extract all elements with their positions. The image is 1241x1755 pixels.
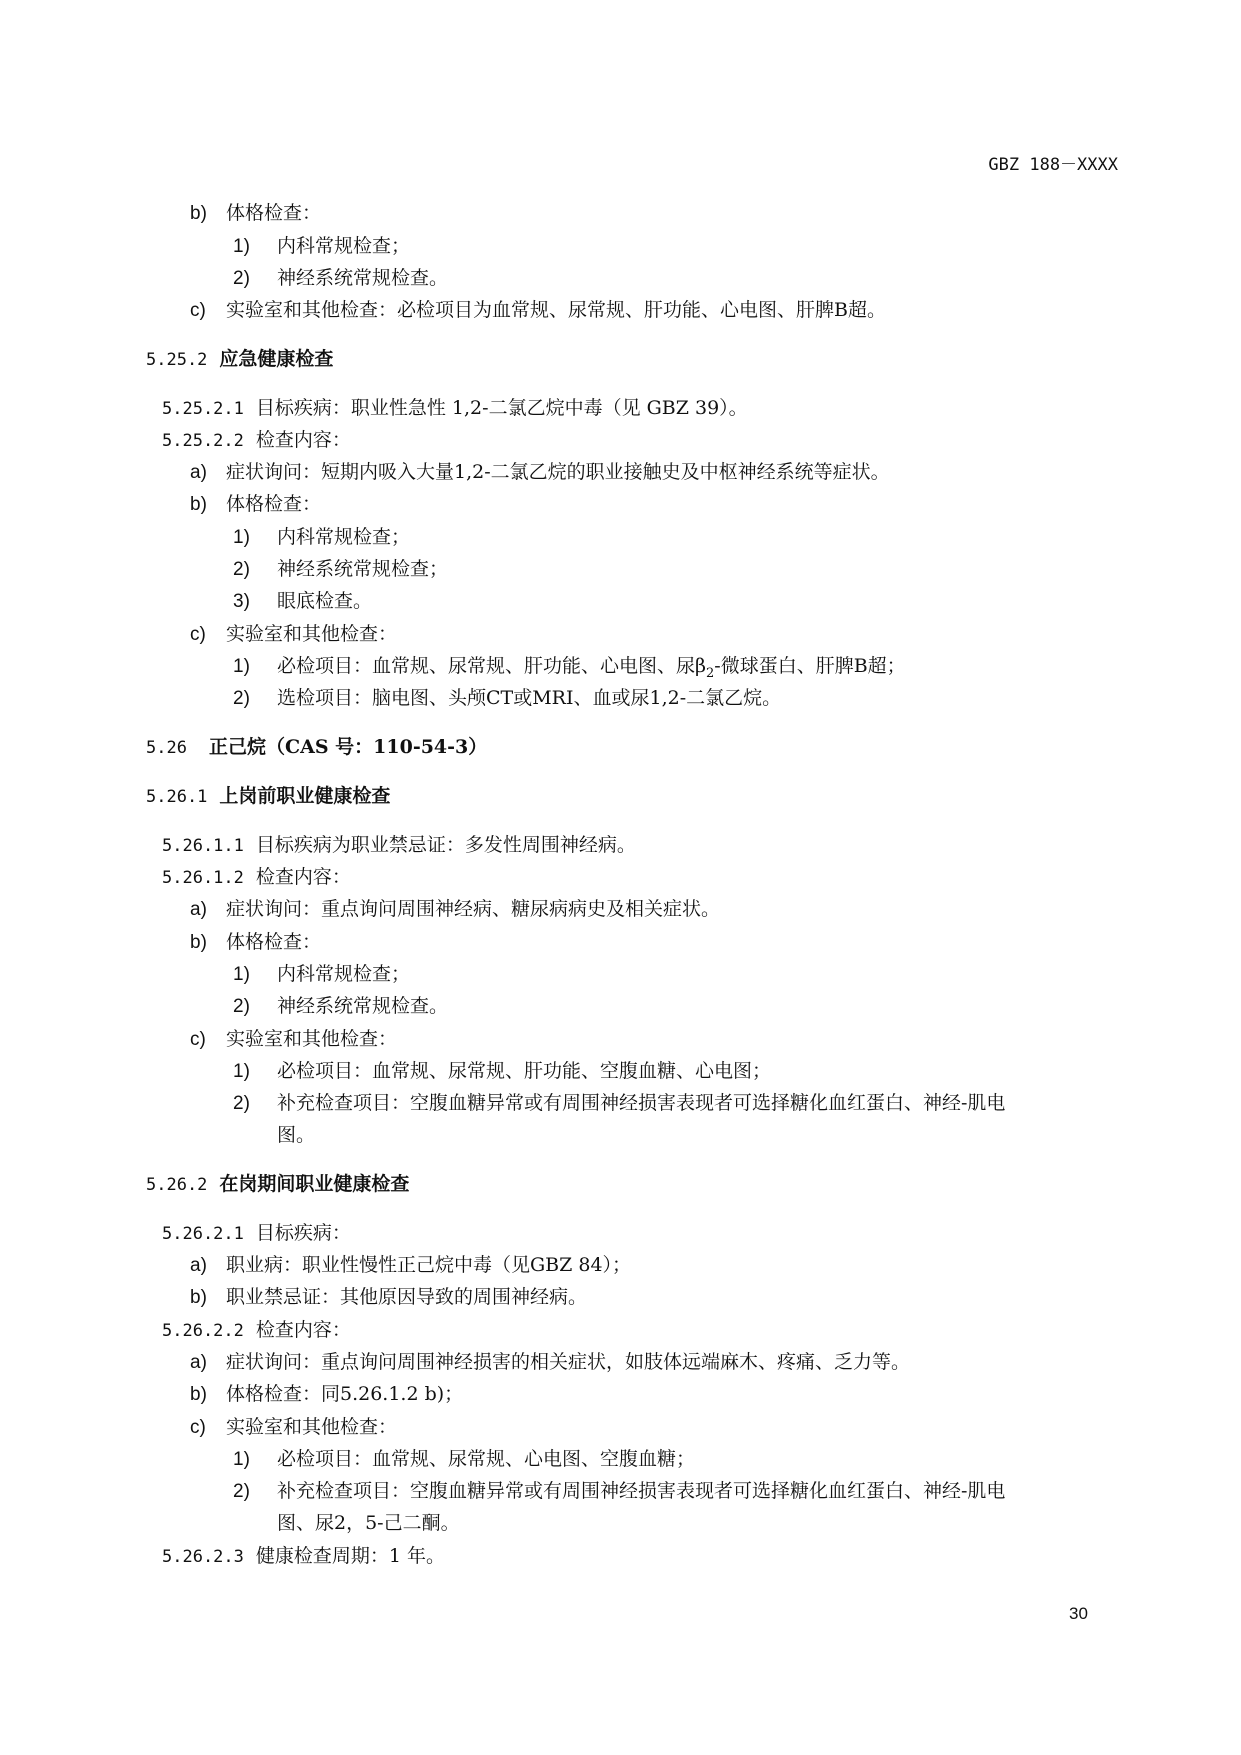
list-item: 2) 选检项目：脑电图、头颅CT或MRI、血或尿1,2-二氯乙烷。 <box>233 687 782 709</box>
section-heading: 5.26 正己烷（CAS 号：110-54-3） <box>146 736 488 758</box>
list-item-continuation: 图、尿2，5-己二酮。 <box>277 1512 460 1534</box>
clause: 5.26.2.3 健康检查周期：1 年。 <box>162 1545 446 1567</box>
list-item: a) 症状询问：重点询问周围神经损害的相关症状，如肢体远端麻木、疼痛、乏力等。 <box>190 1351 911 1373</box>
document-code: GBZ 188－XXXX <box>988 155 1118 175</box>
list-item: 1) 必检项目：血常规、尿常规、心电图、空腹血糖； <box>233 1448 696 1470</box>
list-item: c) 实验室和其他检查： <box>190 1028 398 1050</box>
section-heading: 5.26.2 在岗期间职业健康检查 <box>146 1173 410 1195</box>
list-item: 2) 神经系统常规检查。 <box>233 995 449 1017</box>
list-item: 1) 内科常规检查； <box>233 963 411 985</box>
list-item: 1) 内科常规检查； <box>233 235 411 257</box>
list-item: a) 职业病：职业性慢性正己烷中毒（见GBZ 84）； <box>190 1254 632 1276</box>
list-item: 3) 眼底检查。 <box>233 590 373 612</box>
clause: 5.26.2.2 检查内容： <box>162 1319 351 1341</box>
list-item: 1) 必检项目：血常规、尿常规、肝功能、心电图、尿$\beta_2-$微球蛋白、肝脾B超； <box>233 655 906 681</box>
list-item: 2) 补充检查项目：空腹血糖异常或有周围神经损害表现者可选择糖化血红蛋白、神经-肌电 <box>233 1092 1006 1114</box>
section-heading: 5.25.2 应急健康检查 <box>146 348 334 370</box>
list-item: c) 实验室和其他检查： <box>190 1416 398 1438</box>
list-item: b) 体格检查： <box>190 931 322 953</box>
list-item: c) 实验室和其他检查： <box>190 623 398 645</box>
list-item-continuation: 图。 <box>277 1124 316 1146</box>
list-item: 2) 神经系统常规检查； <box>233 558 449 580</box>
section-heading: 5.26.1 上岗前职业健康检查 <box>146 785 391 807</box>
clause: 5.25.2.2 检查内容： <box>162 429 351 451</box>
list-item: a) 症状询问：重点询问周围神经病、糖尿病病史及相关症状。 <box>190 898 721 920</box>
list-item: c) 实验室和其他检查：必检项目为血常规、尿常规、肝功能、心电图、肝脾B超。 <box>190 299 886 321</box>
list-item: 1) 必检项目：血常规、尿常规、肝功能、空腹血糖、心电图； <box>233 1060 772 1082</box>
list-item: 2) 补充检查项目：空腹血糖异常或有周围神经损害表现者可选择糖化血红蛋白、神经-肌电 <box>233 1480 1006 1502</box>
list-item: b) 职业禁忌证：其他原因导致的周围神经病。 <box>190 1286 588 1308</box>
list-item: b) 体格检查：同5.26.1.2 b)； <box>190 1383 464 1405</box>
clause: 5.26.1.1 目标疾病为职业禁忌证：多发性周围神经病。 <box>162 834 636 856</box>
clause: 5.26.2.1 目标疾病： <box>162 1222 351 1244</box>
list-item: 2) 神经系统常规检查。 <box>233 267 449 289</box>
clause: 5.25.2.1 目标疾病：职业性急性 1,2-二氯乙烷中毒（见 GBZ 39）。 <box>162 397 748 419</box>
list-item: b) 体格检查： <box>190 493 322 515</box>
list-item: a) 症状询问：短期内吸入大量1,2-二氯乙烷的职业接触史及中枢神经系统等症状。 <box>190 461 890 483</box>
list-item: 1) 内科常规检查； <box>233 526 411 548</box>
clause: 5.26.1.2 检查内容： <box>162 866 351 888</box>
page-number: 30 <box>1069 1604 1088 1623</box>
list-item: b) 体格检查： <box>190 202 322 224</box>
